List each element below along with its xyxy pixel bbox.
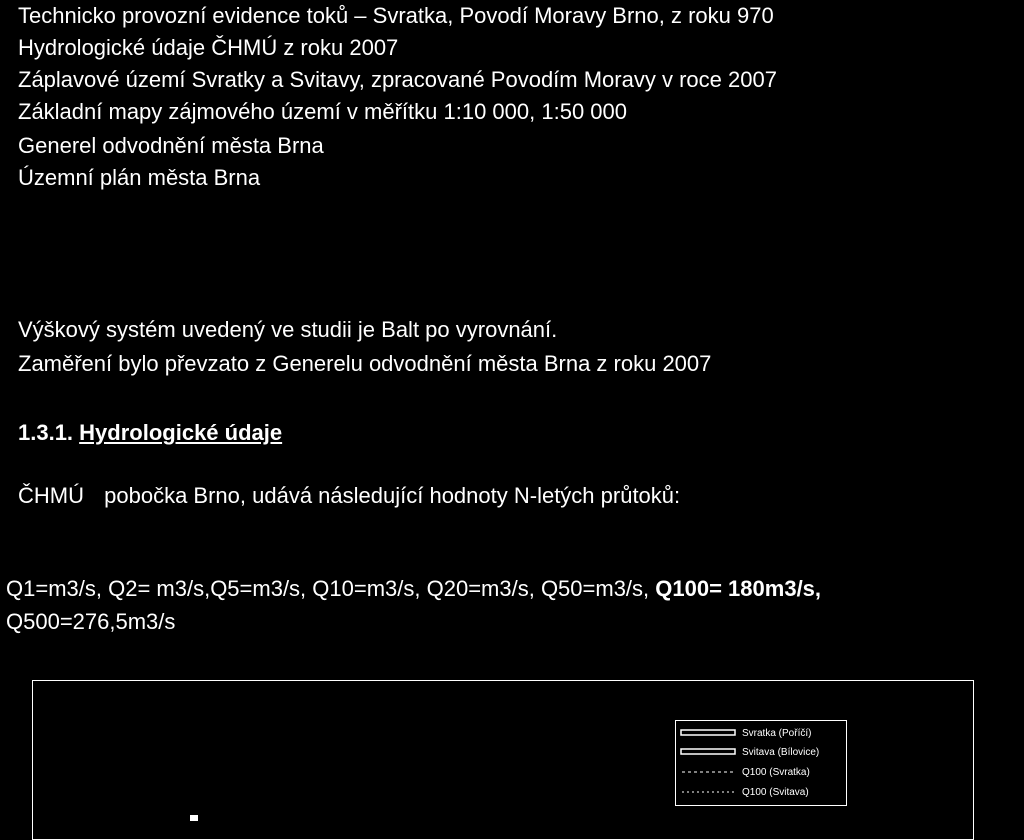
source-item: Hydrologické údaje ČHMÚ z roku 2007 [18,35,399,60]
chart-legend [675,720,847,806]
flow-values-normal: Q1=m3/s, Q2= m3/s,Q5=m3/s, Q10=m3/s, Q20=m3/s, Q50=m3/s, [6,576,656,601]
legend-label: Q100 (Svratka) [742,767,810,778]
legend-label: Q100 (Svitava) [742,787,809,798]
intro-text: pobočka Brno, udává následující hodnoty N-letých průtoků: [104,483,681,508]
legend-label: Svitava (Bílovice) [742,747,820,758]
legend-solid-line-icon [680,748,736,756]
legend-label: Svratka (Poříčí) [742,728,812,739]
legend-item [680,727,844,741]
source-item: Generel odvodnění města Brna [18,133,324,158]
source-item: Technicko provozní evidence toků – Svratka, Povodí Moravy Brno, z roku 970 [18,3,774,28]
source-item: Územní plán města Brna [18,165,261,190]
source-item: Záplavové území Svratky a Svitavy, zpracované Povodím Moravy v roce 2007 [18,67,777,92]
legend-dashed-line-icon [680,788,736,796]
source-item: Základní mapy zájmového území v měřítku 1:10 000, 1:50 000 [18,99,627,124]
section-title: Hydrologické údaje [79,420,283,445]
intro-source: ČHMÚ [18,483,84,508]
flow-q100-value: Q100= 180m3/s, [655,576,822,601]
chart-mark [190,815,198,821]
legend-dashed-line-icon [680,768,736,776]
intro-paragraph [18,484,680,508]
legend-item [680,786,844,800]
legend-solid-line-icon [680,729,736,737]
legend-item [680,766,844,780]
flow-values-line [6,577,821,601]
section-heading [18,421,282,445]
flow-q500-value: Q500=276,5m3/s [6,609,176,634]
note-survey-source: Zaměření bylo převzato z Generelu odvodnění města Brna z roku 2007 [18,351,712,376]
note-elevation-system: Výškový systém uvedený ve studii je Balt po vyrovnání. [18,317,558,342]
legend-item [680,746,844,760]
section-number: 1.3.1. [18,420,74,445]
